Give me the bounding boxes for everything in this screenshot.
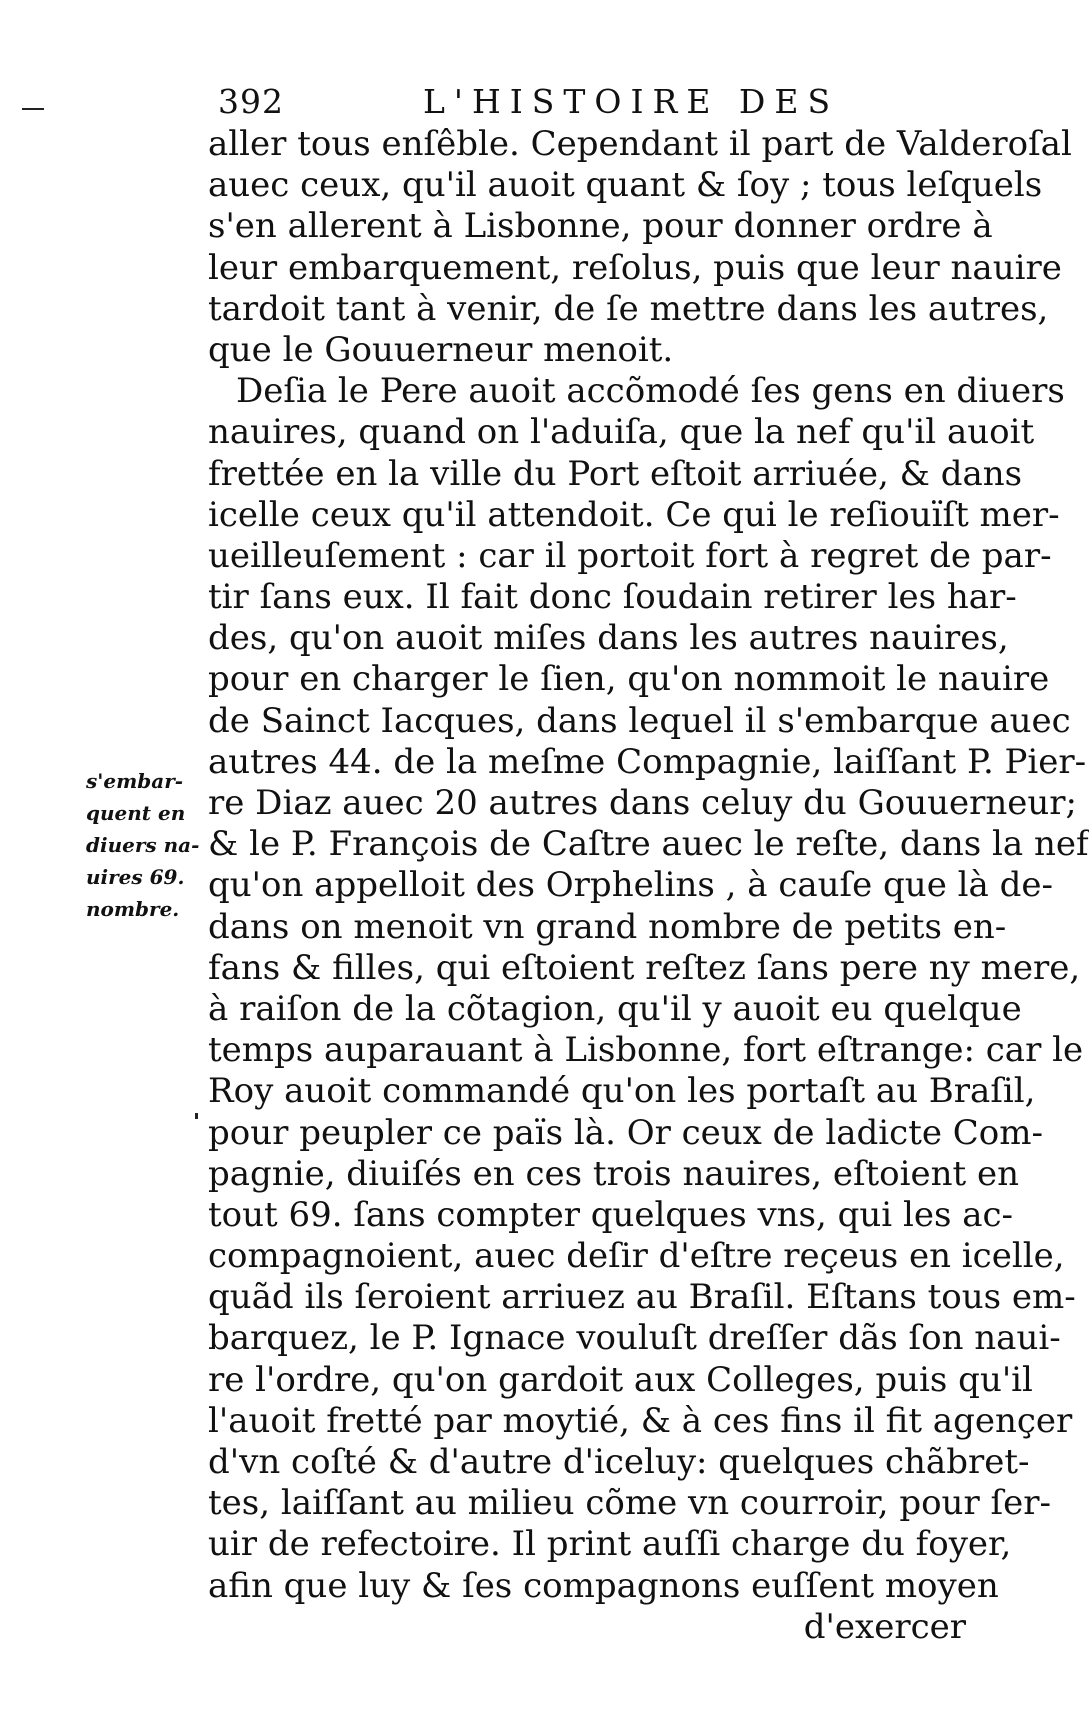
running-title: L'HISTOIRE DES: [423, 82, 840, 121]
text-line: & le P. François de Caſtre auec le reſte, dans la nef: [208, 824, 1089, 865]
text-line: temps auparauant à Lisbonne, fort eſtrange: car le: [208, 1030, 1084, 1071]
text-line: re l'ordre, qu'on gardoit aux Colleges, puis qu'il: [208, 1359, 1033, 1400]
text-line: barquez, le P. Ignace vouluſt dreſſer dãs ſon naui-: [208, 1318, 1061, 1359]
text-line: nauires, quand on l'aduiſa, que la nef qu'il auoit: [208, 412, 1035, 453]
margin-note-line: quent en: [86, 801, 186, 825]
text-line: s'en allerent à Lisbonne, pour donner ordre à: [208, 206, 993, 247]
ink-mark: [195, 1113, 198, 1119]
text-line: frettée en la ville du Port eſtoit arriuée, & dans: [208, 453, 1023, 494]
text-line: icelle ceux qu'il attendoit. Ce qui le reſiouïſt mer-: [208, 494, 1060, 535]
text-line: à raiſon de la cõtagion, qu'il y auoit eu quelque: [208, 988, 1022, 1029]
margin-note-line: uires 69.: [86, 865, 185, 889]
text-line: Roy auoit commandé qu'on les portaſt au Braſil,: [208, 1071, 1036, 1112]
text-line: pagnie, diuiſés en ces trois nauires, eſtoient en: [208, 1153, 1020, 1194]
text-line: uir de refectoire. Il print auſſi charge du foyer,: [208, 1524, 1012, 1565]
text-line: qu'on appelloit des Orphelins , à cauſe que là de-: [208, 865, 1053, 906]
text-line: tes, laiſſant au milieu cõme vn courroir, pour ſer-: [208, 1483, 1051, 1524]
text-line: fans & filles, qui eſtoient reſtez ſans pere ny mere,: [208, 947, 1081, 988]
margin-note: [86, 765, 198, 925]
margin-note-line: s'embar-: [86, 769, 184, 793]
text-line: compagnoient, auec deſir d'eſtre reçeus en icelle,: [208, 1236, 1065, 1277]
page-number: 392: [218, 82, 284, 121]
text-line: quãd ils ſeroient arriuez au Braſil. Eſtans tous em-: [208, 1277, 1076, 1318]
text-line: auec ceux, qu'il auoit quant & ſoy ; tous leſquels: [208, 165, 1043, 206]
text-line: tardoit tant à venir, de ſe mettre dans les autres,: [208, 288, 1049, 329]
text-line: ueilleuſement : car il portoit fort à regret de par-: [208, 535, 1052, 576]
text-line: dans on menoit vn grand nombre de petits en-: [208, 906, 1007, 947]
text-line: autres 44. de la meſme Compagnie, laiſſant P. Pier-: [208, 741, 1087, 782]
text-line: re Diaz auec 20 autres dans celuy du Gouuerneur;: [208, 783, 1078, 823]
text-line: des, qu'on auoit miſes dans les autres nauires,: [208, 618, 1009, 659]
catchword: d'exercer: [803, 1606, 966, 1647]
text-line: leur embarquement, reſolus, puis que leur nauire: [208, 247, 1062, 288]
text-line: tout 69. ſans compter quelques vns, qui les ac-: [208, 1194, 1014, 1235]
margin-dash: [22, 108, 44, 110]
text-line: de Sainct Iacques, dans lequel il s'embarque auec: [208, 700, 1071, 741]
body-text: [208, 124, 1089, 1648]
text-line: afin que luy & ſes compagnons euſſent moyen: [208, 1565, 999, 1606]
text-line: l'auoit fretté par moytié, & à ces fins il fit agençer: [208, 1400, 1073, 1441]
text-line: tir ſans eux. Il fait donc ſoudain retirer les har-: [208, 577, 1017, 618]
text-line: aller tous enſêble. Cependant il part de Valderoſal: [208, 124, 1072, 164]
text-line: pour peupler ce païs là. Or ceux de ladicte Com-: [208, 1112, 1043, 1153]
page-header: [218, 82, 858, 126]
margin-note-line: nombre.: [86, 897, 180, 921]
text-line: d'vn coſté & d'autre d'iceluy: quelques chãbret-: [208, 1442, 1030, 1482]
text-line: pour en charger le ſien, qu'on nommoit le nauire: [208, 659, 1050, 700]
text-line: que le Gouuerneur menoit.: [208, 329, 674, 370]
paragraph-start-line: Deſia le Pere auoit accõmodé ſes gens en diuers: [236, 371, 1065, 412]
margin-note-line: diuers na-: [86, 833, 200, 857]
